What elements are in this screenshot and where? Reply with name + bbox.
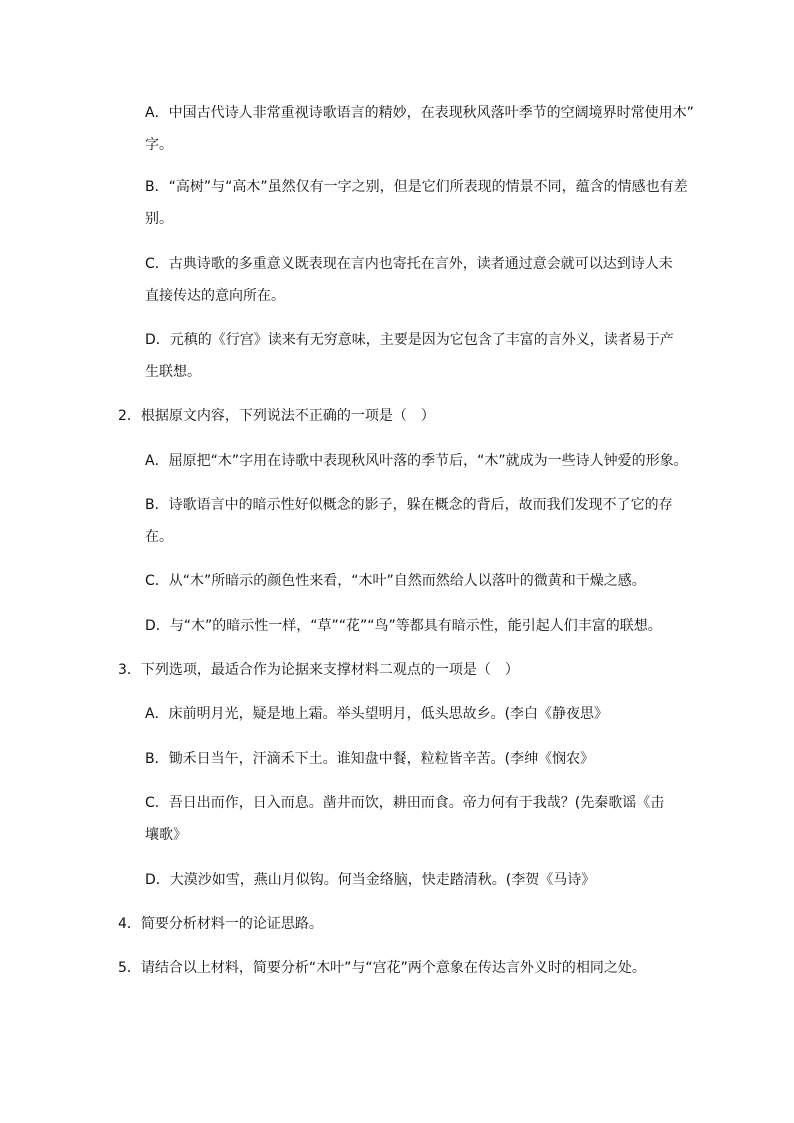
option-c-q3-line1: C．吾日出而作，日入而息。凿井而饮，耕田而食。帝力何有于我哉？(先秦歌谣《击	[145, 795, 665, 811]
option-b-q1-line1: B．“高树”与“高木”虽然仅有一字之别，但是它们所表现的情景不同，蕴含的情感也有差	[145, 179, 688, 195]
option-c-q2: C．从“木”所暗示的颜色性来看，“木叶”自然而然给人以落叶的微黄和干燥之感。	[145, 573, 646, 589]
option-c-q3-line2: 壤歌》	[145, 827, 187, 843]
option-c-q1-line2: 直接传达的意向所在。	[145, 288, 285, 304]
option-d-q1-line1: D．元稹的《行宫》读来有无穷意味，主要是因为它包含了丰富的言外义，读者易于产	[145, 332, 674, 348]
option-d-q3: D．大漠沙如雪，燕山月似钩。何当金络脑，快走踏清秋。(李贺《马诗》	[145, 872, 596, 888]
option-b-q2-line2: 在。	[145, 529, 173, 545]
option-b-q3: B．锄禾日当午，汗滴禾下土。谁知盘中餐，粒粒皆辛苦。(李绅《悯农》	[145, 751, 595, 767]
option-d-q2: D．与“木”的暗示性一样，“草”“花”“鸟”等都具有暗示性，能引起人们丰富的联想。	[145, 618, 662, 634]
option-d-q1-line2: 生联想。	[145, 364, 201, 380]
option-a-q2: A．屈原把“木”字用在诗歌中表现秋风叶落的季节后，“木”就成为一些诗人钟爱的形象。	[145, 453, 688, 469]
option-a-q1-line2: 字。	[145, 137, 173, 153]
question-4: 4．简要分析材料一的论证思路。	[118, 916, 323, 932]
option-a-q1-line1: A．中国古代诗人非常重视诗歌语言的精妙，在表现秋风落叶季节的空阔境界时常使用木”	[145, 105, 694, 121]
option-a-q3: A．床前明月光，疑是地上霜。举头望明月，低头思故乡。(李白《静夜思》	[145, 706, 609, 722]
question-3-stem: 3．下列选项，最适合作为论据来支撑材料二观点的一项是（ ）	[118, 662, 519, 678]
question-2-stem: 2．根据原文内容，下列说法不正确的一项是（ ）	[118, 408, 435, 424]
option-b-q2-line1: B．诗歌语言中的暗示性好似概念的影子，躲在概念的背后，故而我们发现不了它的存	[145, 497, 673, 513]
option-b-q1-line2: 别。	[145, 211, 173, 227]
option-c-q1-line1: C．古典诗歌的多重意义既表现在言内也寄托在言外，读者通过意会就可以达到诗人未	[145, 256, 673, 272]
question-5: 5．请结合以上材料，简要分析“木叶”与“宫花”两个意象在传达言外义时的相同之处。	[118, 960, 646, 976]
